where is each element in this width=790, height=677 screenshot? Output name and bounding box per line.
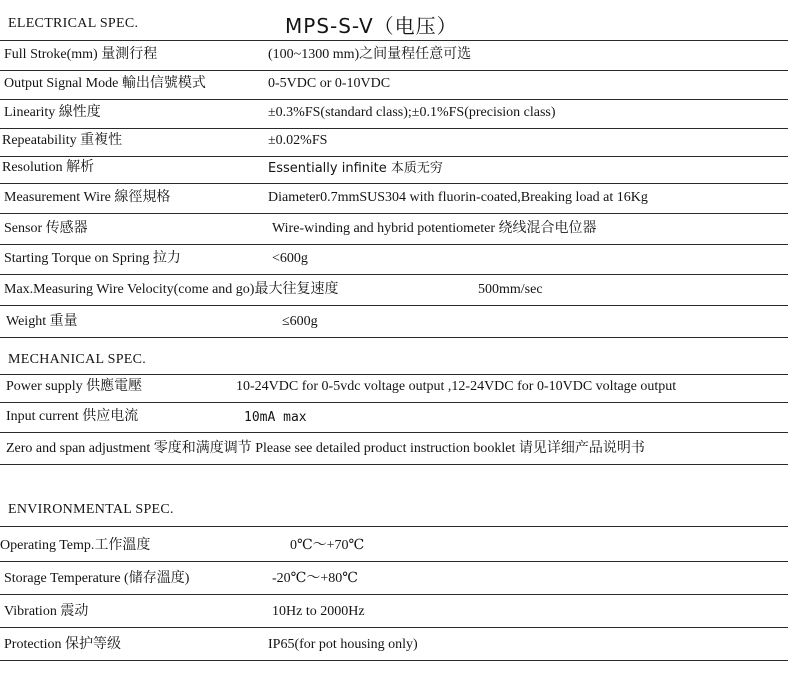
environmental-spec-title: ENVIRONMENTAL SPEC. (8, 502, 174, 517)
measurement-wire-label: Measurement Wire 線徑規格 (4, 190, 171, 205)
row-power-supply (0, 374, 788, 403)
row-starting-torque (0, 245, 788, 275)
output-signal-value: 0-5VDC or 0-10VDC (268, 76, 391, 91)
measurement-wire-value: Diameter0.7mmSUS304 with fluorin-coated,Breaking load at 16Kg (268, 190, 648, 205)
weight-value: ≤600g (282, 314, 318, 329)
vibration-value: 10Hz to 2000Hz (272, 604, 365, 619)
wire-velocity-label: Max.Measuring Wire Velocity(come and go)最大往复速度 (4, 282, 339, 297)
input-current-value: 10mA max (244, 410, 307, 425)
operating-temp-value: 0℃～+70℃ (290, 538, 365, 553)
output-signal-label: Output Signal Mode 輸出信號模式 (4, 76, 206, 91)
row-wire-velocity (0, 275, 788, 306)
row-full-stroke (0, 40, 788, 71)
row-protection (0, 628, 788, 661)
input-current-label: Input current 供应电流 (6, 409, 139, 424)
row-input-current (0, 403, 788, 433)
row-resolution (0, 157, 788, 184)
full-stroke-value: (100~1300 mm)之间量程任意可选 (268, 47, 472, 62)
row-measurement-wire (0, 184, 788, 214)
row-output-signal (0, 71, 788, 100)
row-storage-temp (0, 562, 788, 595)
power-supply-label: Power supply 供應電壓 (6, 379, 143, 394)
model-title: MPS-S-V（电压） (285, 14, 458, 38)
wire-velocity-value: 500mm/sec (478, 282, 543, 297)
weight-label: Weight 重量 (6, 314, 78, 329)
power-supply-value: 10-24VDC for 0-5vdc voltage output ,12-24VDC for 0-10VDC voltage output (236, 379, 677, 394)
row-operating-temp (0, 526, 788, 562)
storage-temp-value: -20℃～+80℃ (272, 571, 358, 586)
linearity-value: ±0.3%FS(standard class);±0.1%FS(precision class) (268, 105, 556, 120)
protection-value: IP65(for pot housing only) (268, 637, 418, 652)
mechanical-spec-title: MECHANICAL SPEC. (8, 352, 147, 367)
row-zero-span (0, 433, 788, 465)
repeatability-label: Repeatability 重複性 (2, 133, 123, 148)
row-sensor (0, 214, 788, 245)
linearity-label: Linearity 線性度 (4, 105, 101, 120)
sensor-label: Sensor 传感器 (4, 221, 88, 236)
zero-span-label: Zero and span adjustment 零度和满度调节 Please see detailed product instruction booklet 请见详细产品说明书 (6, 441, 645, 456)
row-linearity (0, 100, 788, 129)
repeatability-value: ±0.02%FS (268, 133, 328, 148)
resolution-value: Essentially infinite 本质无穷 (268, 161, 443, 176)
sensor-value: Wire-winding and hybrid potentiometer 绕线混合电位器 (272, 221, 597, 236)
storage-temp-label: Storage Temperature (储存溫度) (4, 571, 190, 586)
resolution-label: Resolution 解析 (2, 160, 95, 175)
row-weight (0, 306, 788, 338)
vibration-label: Vibration 震动 (4, 604, 89, 619)
starting-torque-label: Starting Torque on Spring 拉力 (4, 251, 181, 266)
electrical-spec-title: ELECTRICAL SPEC. (8, 16, 139, 31)
operating-temp-label: Operating Temp.工作溫度 (0, 538, 151, 553)
starting-torque-value: <600g (272, 251, 308, 266)
protection-label: Protection 保护等级 (4, 637, 122, 652)
full-stroke-label: Full Stroke(mm) 量測行程 (4, 47, 158, 62)
row-repeatability (0, 129, 788, 157)
row-vibration (0, 595, 788, 628)
